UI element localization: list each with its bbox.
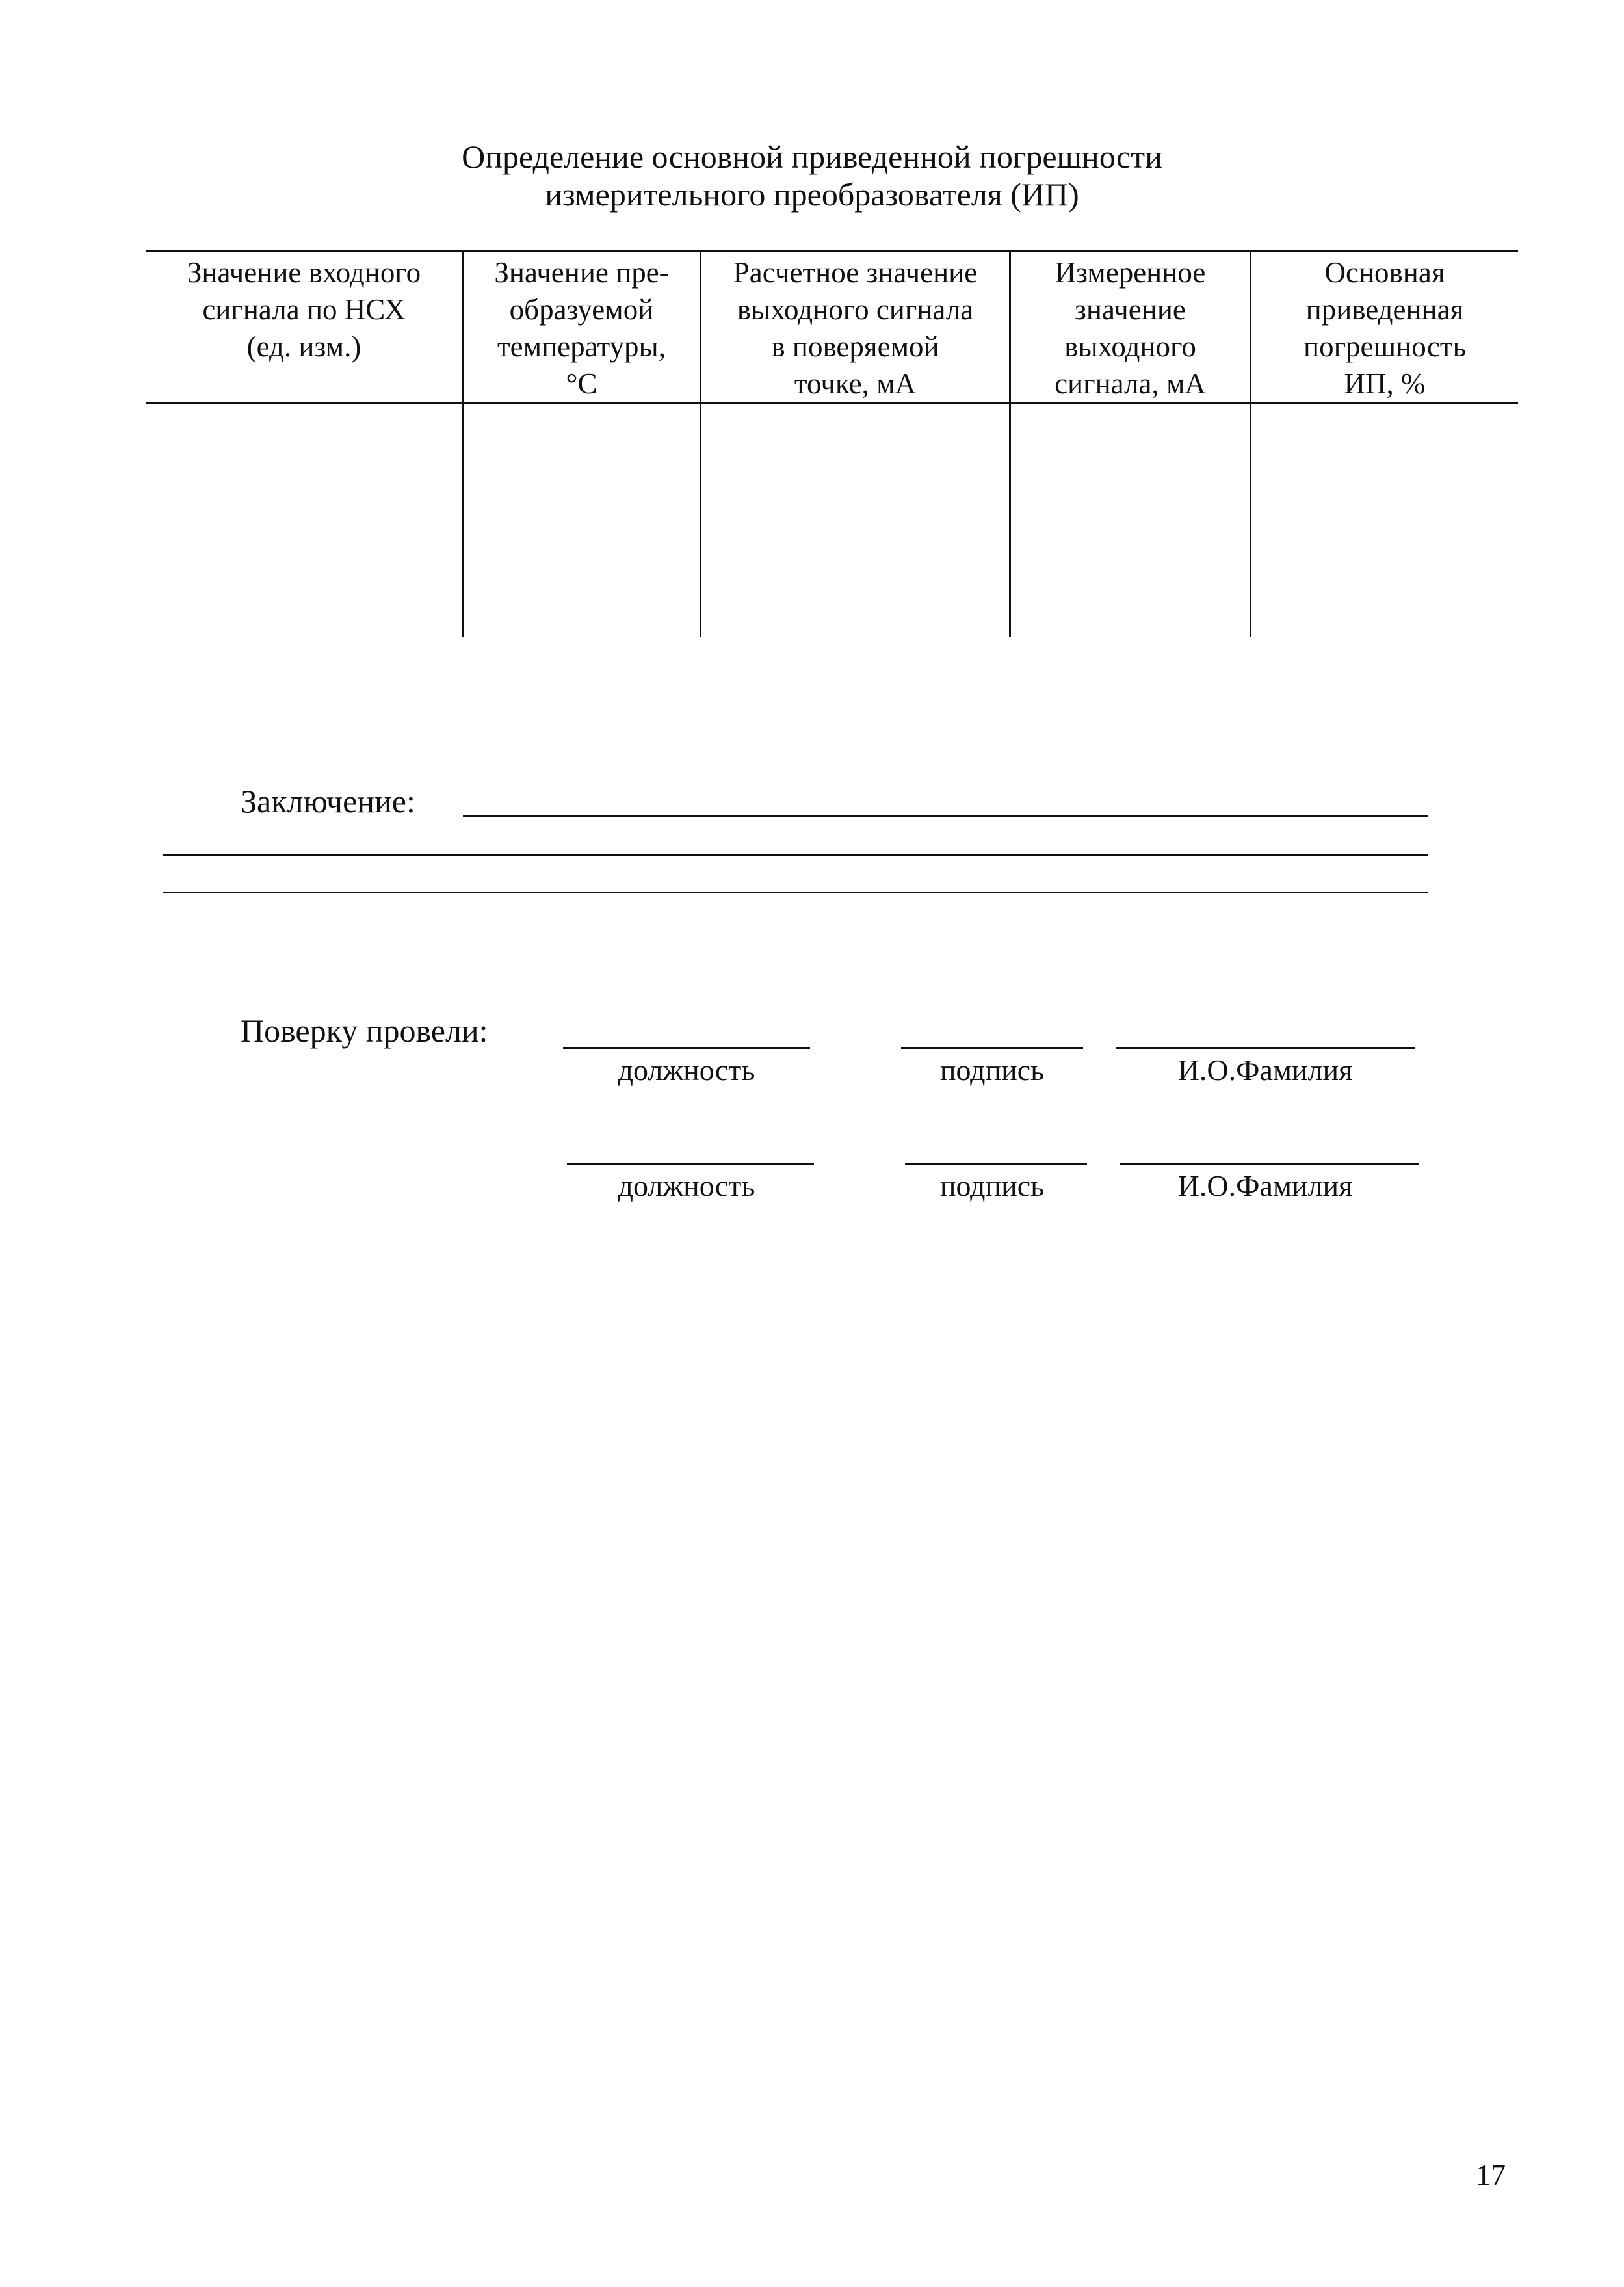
name-line-2[interactable]	[1120, 1163, 1419, 1165]
table-header-temperature: Значение пре- образуемой температуры, °С	[494, 256, 669, 400]
conclusion-line-2[interactable]	[163, 854, 1428, 856]
conclusion-line-1[interactable]	[463, 815, 1428, 817]
name-line-1[interactable]	[1116, 1047, 1415, 1049]
document-title-line-2: измерительного преобразователя (ИП)	[545, 176, 1079, 213]
signature-caption-2: подпись	[939, 1169, 1045, 1202]
signature-line-1[interactable]	[901, 1047, 1083, 1049]
table-header-measured-output: Измеренное значение выходного сигнала, мА	[1054, 256, 1206, 400]
signature-line-2[interactable]	[905, 1163, 1087, 1165]
table-header-input-signal: Значение входного сигнала по НСХ (ед. изм.)	[187, 256, 421, 363]
conclusion-line-3[interactable]	[163, 892, 1428, 893]
name-caption-1: И.О.Фамилия	[1177, 1053, 1353, 1087]
page-number: 17	[1476, 2158, 1506, 2191]
position-caption-2: должность	[618, 1169, 755, 1202]
table-header-calculated-output: Расчетное значение выходного сигнала в поверяемой точке, мА	[733, 256, 978, 400]
position-line-2[interactable]	[567, 1163, 814, 1165]
document-title-line-1: Определение основной приведенной погрешности	[462, 139, 1162, 175]
verification-label: Поверку провели:	[241, 1012, 488, 1049]
conclusion-label: Заключение:	[241, 783, 415, 819]
table-top-border	[146, 250, 1518, 252]
signature-caption-1: подпись	[939, 1053, 1045, 1087]
error-table	[146, 250, 1518, 637]
position-caption-1: должность	[618, 1053, 755, 1087]
name-caption-2: И.О.Фамилия	[1177, 1169, 1353, 1202]
table-header-reduced-error: Основная приведенная погрешность ИП, %	[1303, 256, 1467, 400]
position-line-1[interactable]	[563, 1047, 810, 1049]
